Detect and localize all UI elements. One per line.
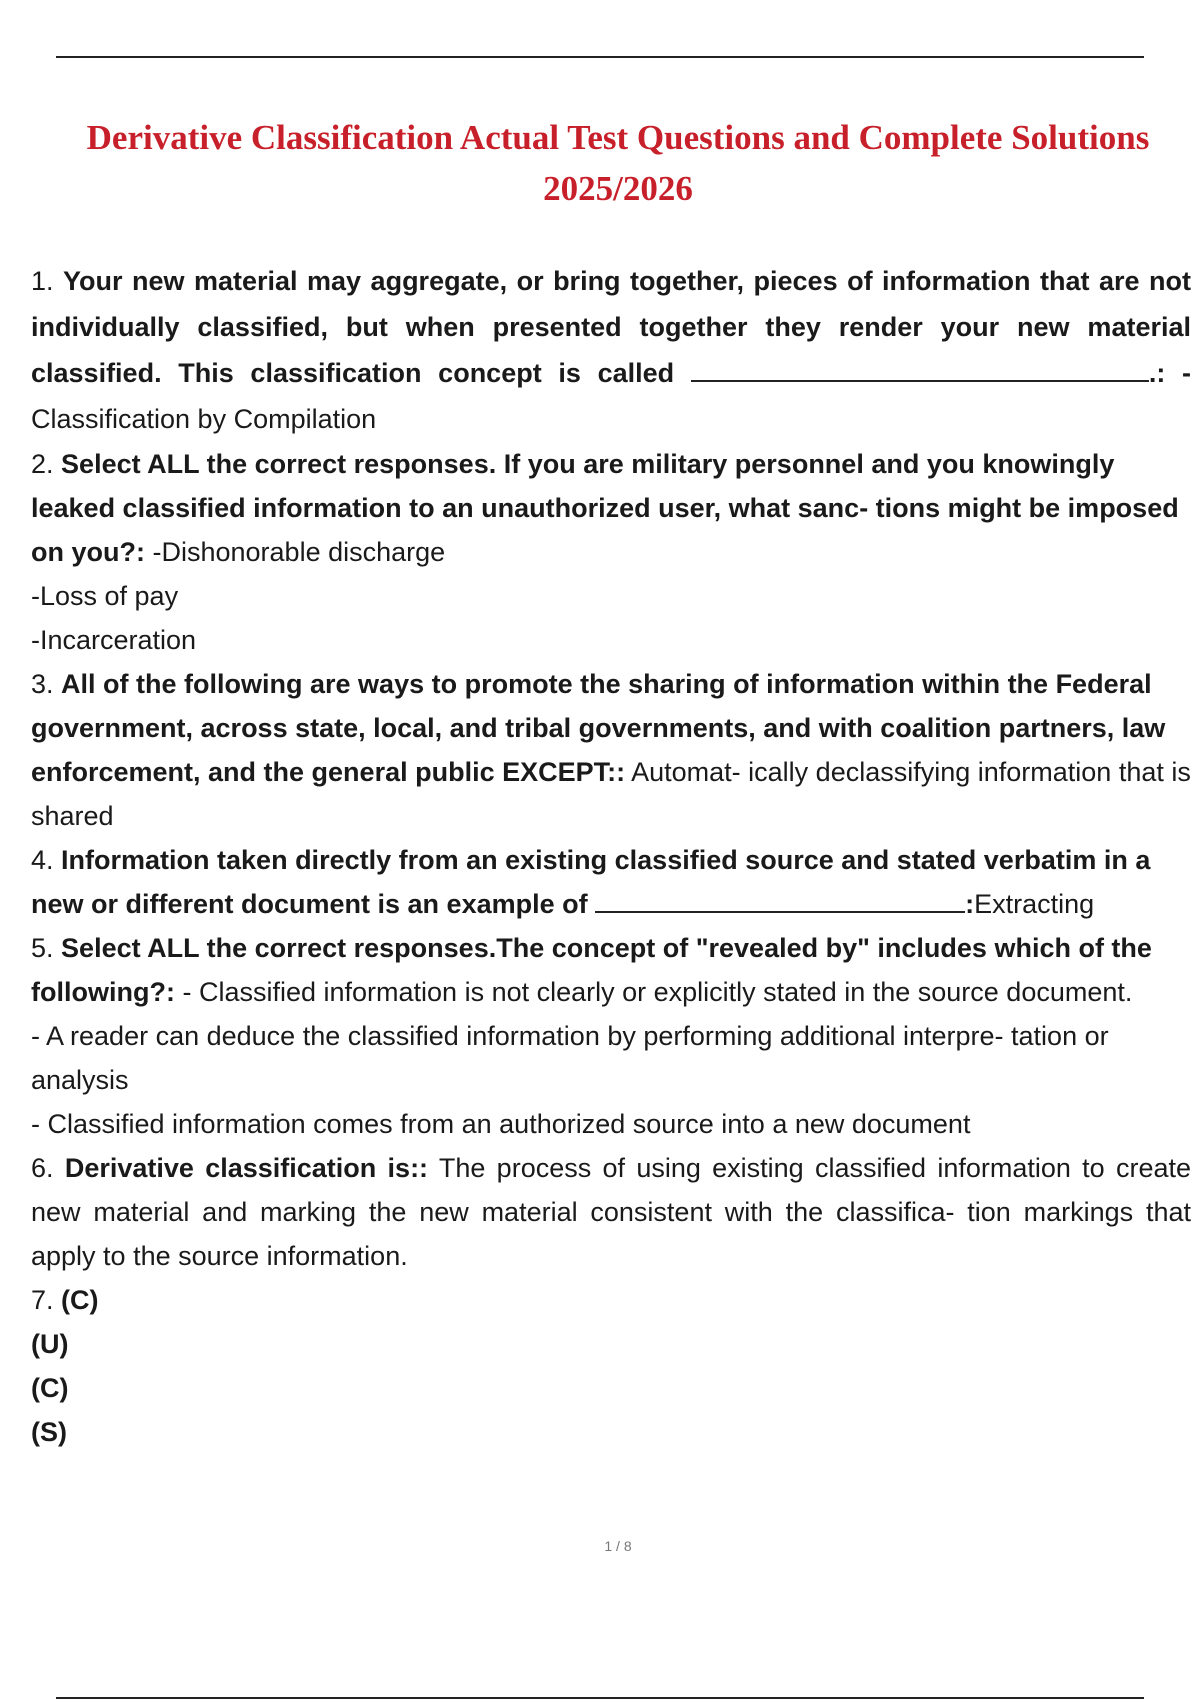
item-number: 7. [31, 1285, 54, 1315]
answer-line: -Incarceration [31, 625, 197, 655]
list-item [31, 838, 1191, 926]
list-item [31, 662, 1191, 838]
list-item [31, 1146, 1191, 1278]
bottom-rule [56, 1697, 1144, 1699]
marking-line: (U) [31, 1329, 69, 1359]
list-item [31, 442, 1191, 574]
answer-text: Extracting [974, 889, 1095, 919]
question-text: Derivative classification is:: [64, 1153, 429, 1183]
top-rule [56, 56, 1144, 58]
question-text-tail: : [965, 889, 975, 919]
item-number: 5. [31, 933, 54, 963]
question-text: All of the following are ways to promote the sharing of information within the Federal government, across state, local, and tribal governments, and with coalition partners, law enforcement, and the general public EXCEPT:: [31, 669, 1166, 787]
item-number: 1. [31, 266, 54, 296]
answer-text: Automat- ically declassifying information that is shared [31, 757, 1191, 831]
item-number: 2. [31, 449, 54, 479]
marking-line: (C) [61, 1285, 99, 1315]
question-list [31, 258, 1191, 1454]
item-number: 6. [31, 1153, 54, 1183]
answer-text: The process of using existing classified information to create new material and marking the new material consistent with the classifica- tion markings that apply to the source information. [31, 1153, 1192, 1271]
question-text: Your new material may aggregate, or bring together, pieces of information that are not individually classified, but when presented together they render your new material classified. This classification concept is called [31, 266, 1191, 388]
question-text: Information taken directly from an existing classified source and stated verbatim in a new or different document is an example of [31, 845, 1151, 919]
answer-line: - A reader can deduce the classified information by performing additional interpre- tation or analysis [31, 1021, 1109, 1095]
item-number: 4. [31, 845, 54, 875]
question-text: Select ALL the correct responses. If you are military personnel and you knowingly leaked classified information to an unauthorized user, what sanc- tions might be imposed on you?: [31, 449, 1179, 567]
item-number: 3. [31, 669, 54, 699]
title-line-1: Derivative Classification Actual Test Questions and Complete Solutions [86, 118, 1150, 157]
answer-text: - Classified information is not clearly or explicitly stated in the source document. [182, 977, 1133, 1007]
answer-text: Classification by Compilation [31, 404, 377, 434]
answer-blank [595, 891, 965, 913]
answer-line: - Classified information comes from an authorized source into a new document [31, 1109, 971, 1139]
question-text: Select ALL the correct responses.The concept of "revealed by" includes which of the following?: [31, 933, 1152, 1007]
list-item [31, 1278, 1191, 1322]
answer-blank [691, 360, 1149, 382]
document-title [40, 112, 1196, 214]
question-text-tail: .: - [1148, 358, 1191, 388]
answer-line: -Loss of pay [31, 581, 179, 611]
page-indicator: 1 / 8 [604, 1538, 632, 1554]
list-item [31, 258, 1191, 442]
list-item [31, 926, 1191, 1014]
marking-line: (C) [31, 1373, 69, 1403]
marking-line: (S) [31, 1417, 67, 1447]
answer-text: -Dishonorable discharge [152, 537, 446, 567]
title-line-2: 2025/2026 [543, 169, 693, 208]
